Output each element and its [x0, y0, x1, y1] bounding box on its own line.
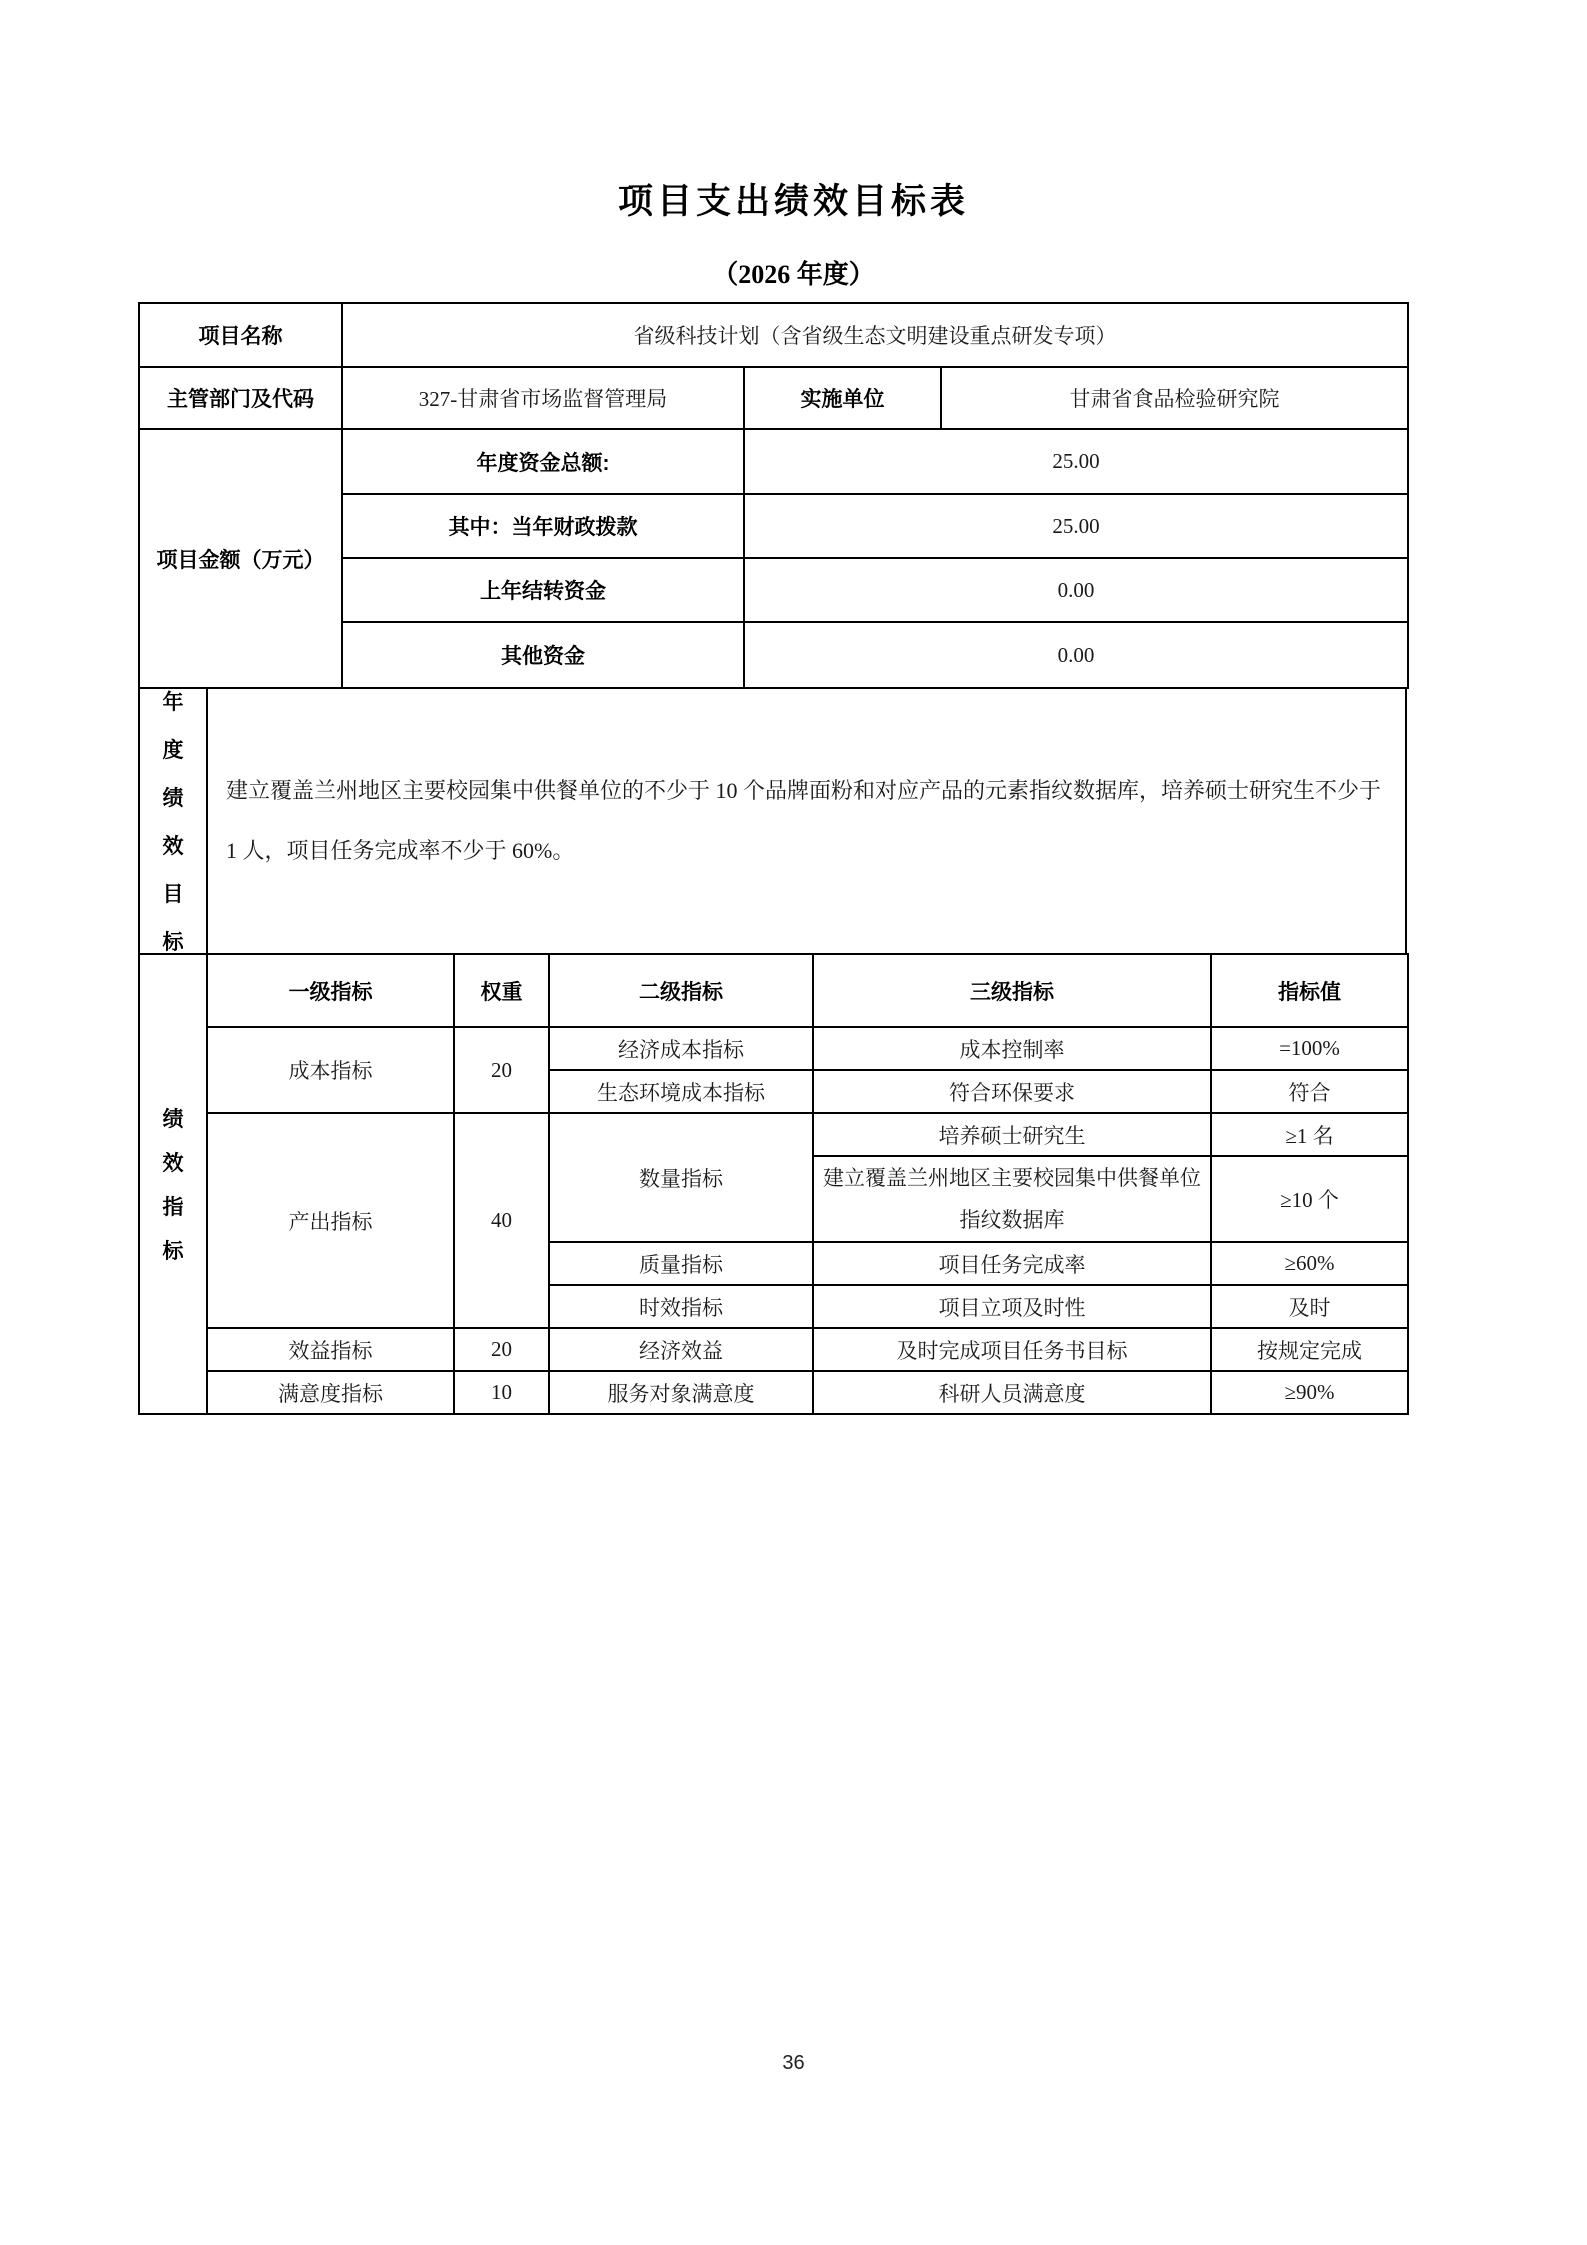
output-weight: 40 — [454, 1113, 549, 1328]
satisfaction-l1: 满意度指标 — [207, 1371, 454, 1414]
document-subtitle: （2026 年度） — [712, 260, 875, 289]
quality-l2: 质量指标 — [549, 1242, 813, 1285]
qty-db-l3: 建立覆盖兰州地区主要校园集中供餐单位指纹数据库 — [813, 1156, 1211, 1242]
benefit-l1: 效益指标 — [207, 1328, 454, 1371]
eco-cost-l3: 符合环保要求 — [813, 1070, 1211, 1113]
performance-indicators-table — [138, 953, 1409, 1415]
amount-total-value: 25.00 — [744, 429, 1408, 494]
page-number: 36 — [782, 2052, 805, 2074]
project-summary-table — [138, 302, 1409, 689]
satisfaction-value: ≥90% — [1211, 1371, 1408, 1414]
eco-cost-l2: 生态环境成本指标 — [549, 1070, 813, 1113]
satisfaction-l2: 服务对象满意度 — [549, 1371, 813, 1414]
amount-carryover-label: 上年结转资金 — [342, 558, 744, 622]
amount-other-label: 其他资金 — [342, 622, 744, 688]
amount-total-label: 年度资金总额: — [342, 429, 744, 494]
econ-cost-l3: 成本控制率 — [813, 1027, 1211, 1070]
benefit-weight: 20 — [454, 1328, 549, 1371]
quantity-l2: 数量指标 — [549, 1113, 813, 1242]
satisfaction-weight: 10 — [454, 1371, 549, 1414]
quality-l3: 项目任务完成率 — [813, 1242, 1211, 1285]
qty-db-value: ≥10 个 — [1211, 1156, 1408, 1242]
header-value: 指标值 — [1211, 954, 1408, 1027]
ind-label-char: 效 — [162, 1152, 184, 1175]
timeliness-value: 及时 — [1211, 1285, 1408, 1328]
amount-label: 项目金额（万元） — [139, 429, 342, 688]
dept-code-label: 主管部门及代码 — [139, 367, 342, 429]
qty-master-l3: 培养硕士研究生 — [813, 1113, 1211, 1156]
amount-other-value: 0.00 — [744, 622, 1408, 688]
impl-unit-label: 实施单位 — [744, 367, 941, 429]
output-l1: 产出指标 — [207, 1113, 454, 1328]
project-name-label: 项目名称 — [139, 303, 342, 367]
amount-carryover-value: 0.00 — [744, 558, 1408, 622]
amount-fiscal-value: 25.00 — [744, 494, 1408, 558]
benefit-value: 按规定完成 — [1211, 1328, 1408, 1371]
annual-label-char: 绩 — [162, 787, 184, 810]
benefit-l2: 经济效益 — [549, 1328, 813, 1371]
indicators-vertical-label — [139, 954, 207, 1414]
timeliness-l3: 项目立项及时性 — [813, 1285, 1211, 1328]
header-level3: 三级指标 — [813, 954, 1211, 1027]
annual-label-char: 度 — [162, 739, 184, 762]
amount-fiscal-label: 其中：当年财政拨款 — [342, 494, 744, 558]
dept-code-value: 327-甘肃省市场监督管理局 — [342, 367, 744, 429]
timeliness-l2: 时效指标 — [549, 1285, 813, 1328]
annual-target-row — [138, 687, 1407, 955]
qty-master-value: ≥1 名 — [1211, 1113, 1408, 1156]
quality-value: ≥60% — [1211, 1242, 1408, 1285]
annual-label-char: 效 — [162, 835, 184, 858]
header-weight: 权重 — [454, 954, 549, 1027]
satisfaction-l3: 科研人员满意度 — [813, 1371, 1211, 1414]
header-level1: 一级指标 — [207, 954, 454, 1027]
ind-label-char: 指 — [162, 1196, 184, 1219]
benefit-l3: 及时完成项目任务书目标 — [813, 1328, 1211, 1371]
econ-cost-value: =100% — [1211, 1027, 1408, 1070]
project-name-value: 省级科技计划（含省级生态文明建设重点研发专项） — [342, 303, 1408, 367]
tables-container — [138, 302, 1407, 1415]
impl-unit-value: 甘肃省食品检验研究院 — [941, 367, 1408, 429]
annual-label-char: 年 — [162, 691, 184, 714]
document-title: 项目支出绩效目标表 — [617, 182, 969, 221]
cost-l1: 成本指标 — [207, 1027, 454, 1113]
econ-cost-l2: 经济成本指标 — [549, 1027, 813, 1070]
annual-target-vertical-label — [140, 689, 208, 953]
annual-label-char: 标 — [162, 931, 184, 954]
ind-label-char: 标 — [162, 1240, 184, 1263]
header-level2: 二级指标 — [549, 954, 813, 1027]
annual-target-content: 建立覆盖兰州地区主要校园集中供餐单位的不少于 10 个品牌面粉和对应产品的元素指纹数据库，培养硕士研究生不少于 1 人，项目任务完成率不少于 60%。 — [226, 778, 1382, 863]
annual-label-char: 目 — [162, 883, 184, 906]
ind-label-char: 绩 — [162, 1108, 184, 1131]
cost-weight: 20 — [454, 1027, 549, 1113]
eco-cost-value: 符合 — [1211, 1070, 1408, 1113]
